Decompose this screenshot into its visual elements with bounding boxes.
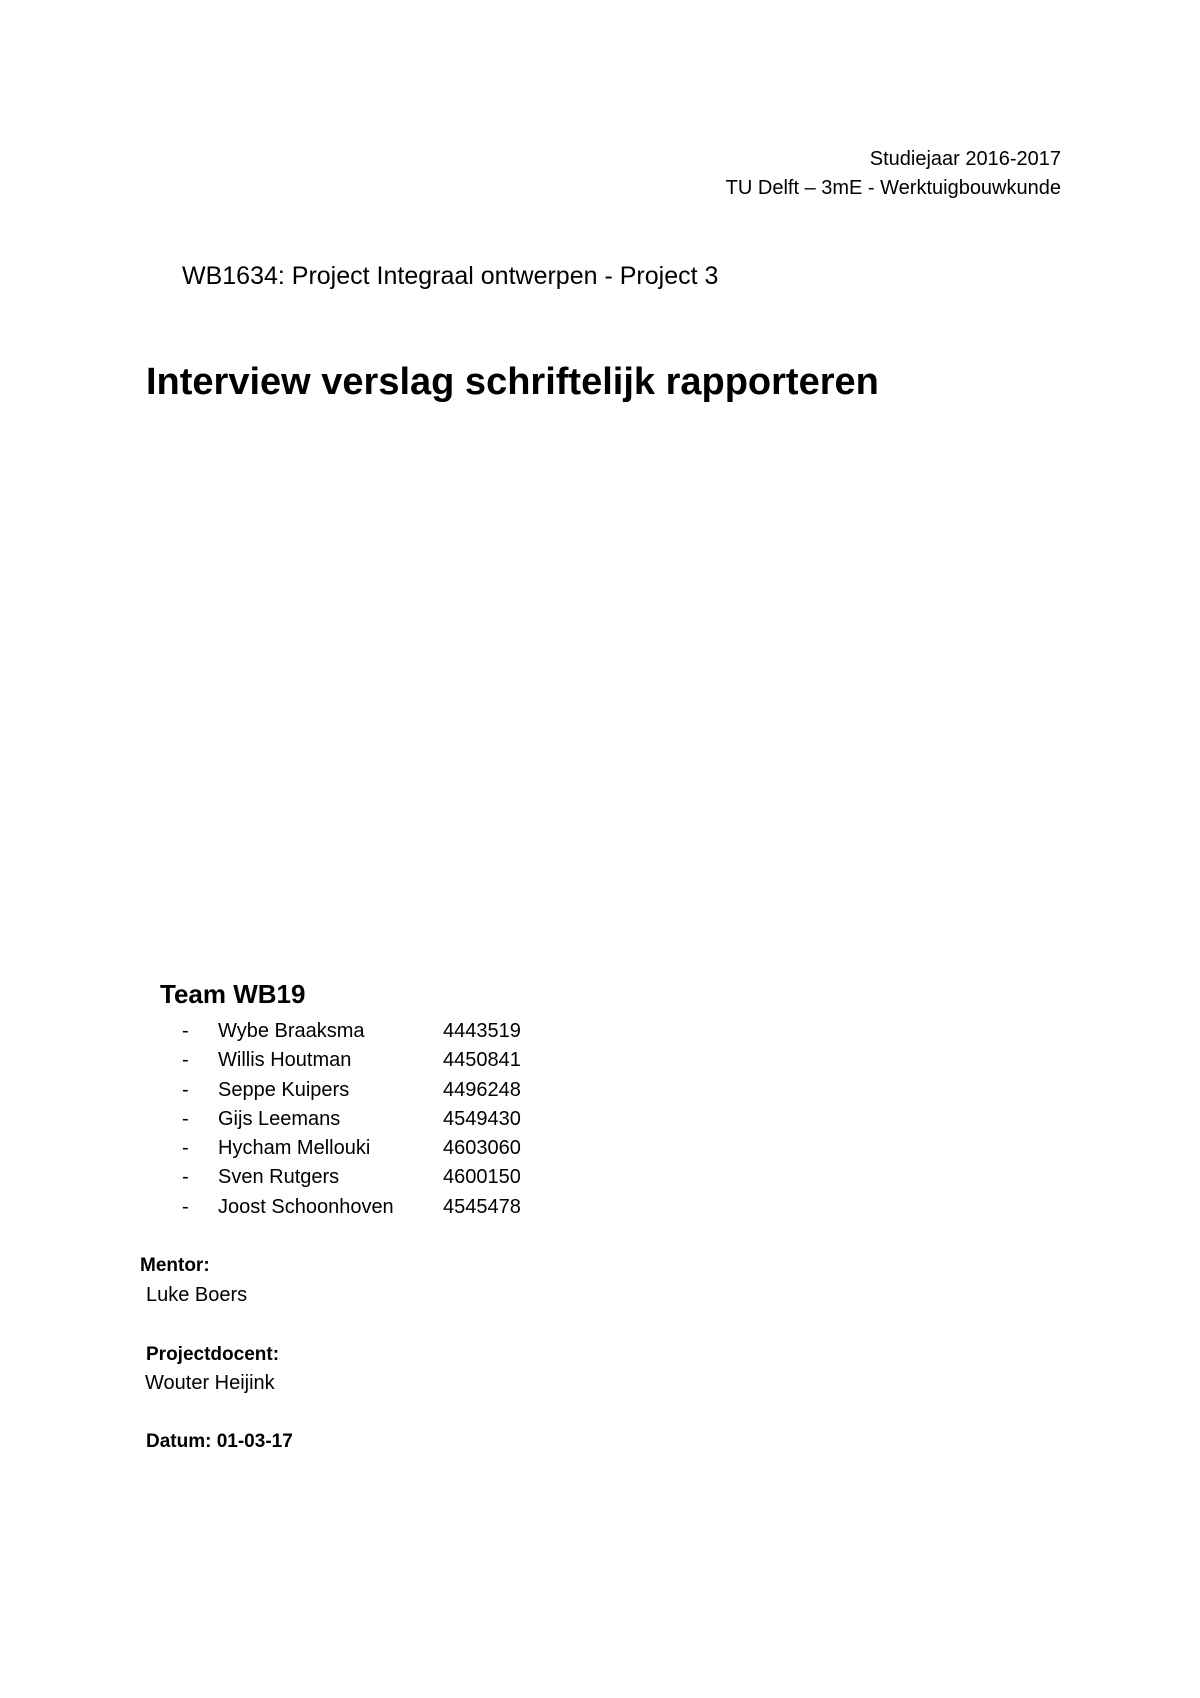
student-number: 4545478	[443, 1195, 521, 1218]
list-dash: -	[182, 1078, 189, 1101]
list-item	[182, 1163, 521, 1192]
member-name: Hycham Mellouki	[218, 1137, 371, 1160]
study-year: Studiejaar 2016-2017	[869, 148, 1061, 170]
header-info	[726, 145, 1061, 203]
list-dash: -	[182, 1107, 189, 1130]
course-title: WB1634: Project Integraal ontwerpen - Project 3	[182, 262, 719, 290]
member-name: Wybe Braaksma	[218, 1020, 365, 1042]
document-date: Datum: 01-03-17	[146, 1431, 293, 1452]
member-name: Sven Rutgers	[218, 1166, 340, 1189]
list-item	[182, 1017, 521, 1046]
student-number: 4450841	[443, 1049, 521, 1072]
projectdocent-name: Wouter Heijink	[145, 1372, 275, 1394]
member-name: Willis Houtman	[218, 1049, 352, 1072]
list-item	[182, 1046, 521, 1075]
list-item	[182, 1076, 521, 1105]
list-dash: -	[182, 1049, 189, 1072]
member-name: Gijs Leemans	[218, 1107, 341, 1130]
student-number: 4549430	[443, 1107, 521, 1130]
student-number: 4443519	[443, 1020, 521, 1042]
list-item	[182, 1134, 521, 1163]
list-item	[182, 1105, 521, 1134]
list-dash: -	[182, 1195, 189, 1218]
member-name: Seppe Kuipers	[218, 1078, 350, 1101]
team-heading: Team WB19	[160, 979, 306, 1009]
student-number: 4603060	[443, 1137, 521, 1160]
list-dash: -	[182, 1020, 189, 1042]
list-dash: -	[182, 1166, 189, 1189]
mentor-name: Luke Boers	[146, 1284, 248, 1306]
member-name: Joost Schoonhoven	[218, 1195, 394, 1218]
document-title: Interview verslag schriftelijk rapporteren	[146, 361, 879, 403]
mentor-label: Mentor:	[140, 1255, 210, 1276]
list-dash: -	[182, 1137, 189, 1160]
projectdocent-label: Projectdocent:	[146, 1344, 280, 1365]
institution: TU Delft – 3mE - Werktuigbouwkunde	[725, 177, 1061, 199]
student-number: 4600150	[443, 1166, 521, 1189]
list-item	[182, 1193, 521, 1222]
student-number: 4496248	[443, 1078, 521, 1101]
team-member-list	[182, 1017, 521, 1222]
